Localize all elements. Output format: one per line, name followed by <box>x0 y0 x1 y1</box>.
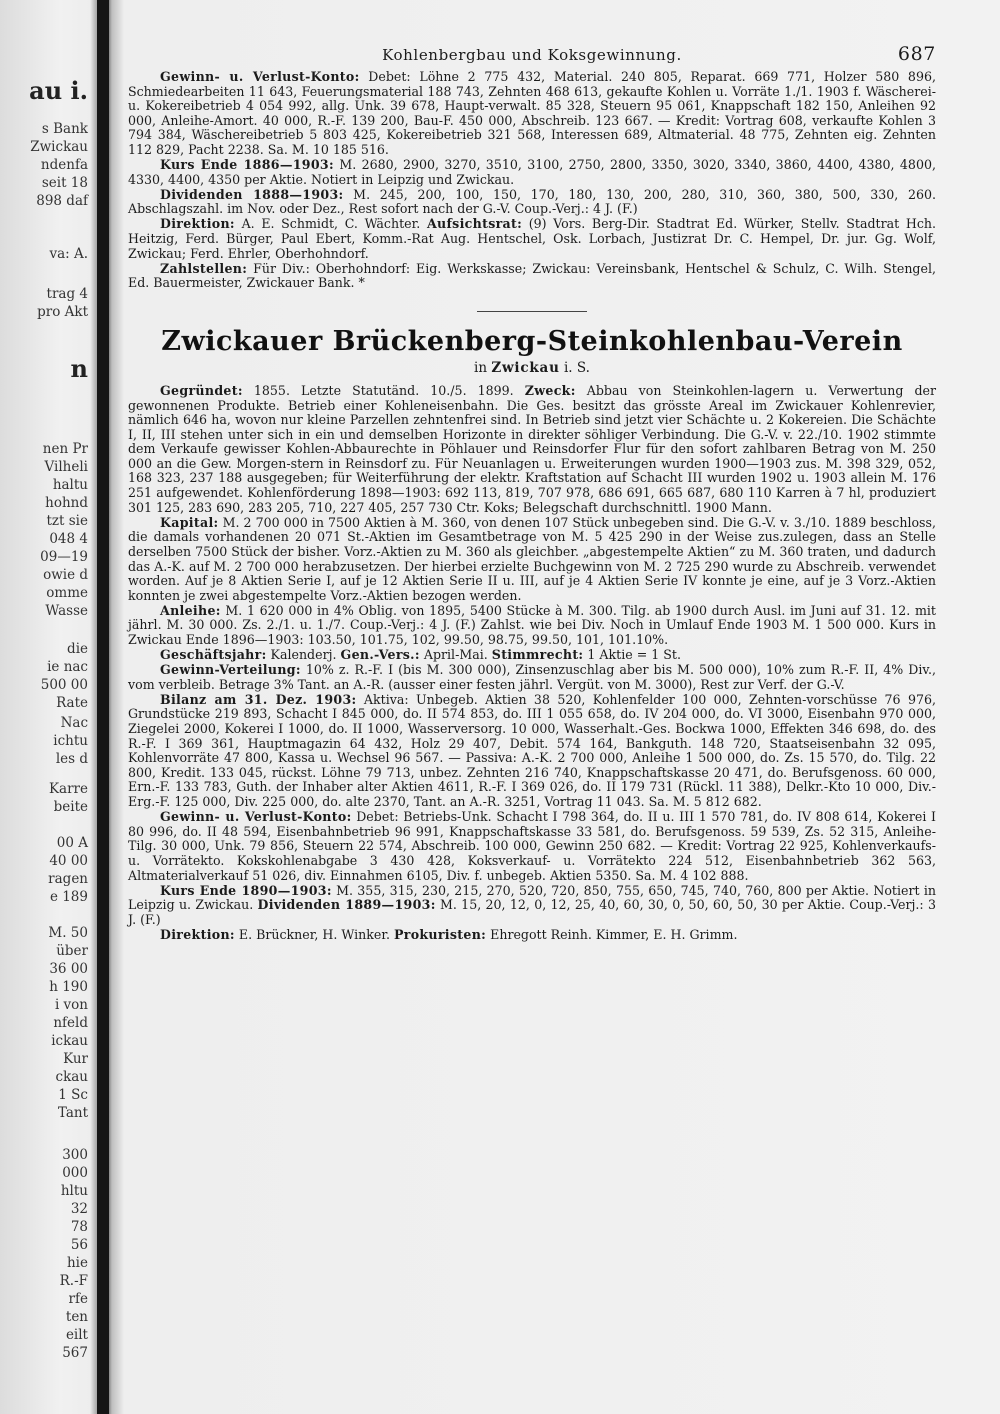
margin-fragment: nfeld <box>53 1015 88 1031</box>
margin-fragment: les d <box>55 751 88 767</box>
margin-fragment: 00 A <box>56 835 88 851</box>
margin-fragment: 78 <box>70 1219 88 1235</box>
margin-fragment: beite <box>53 799 88 815</box>
margin-fragment: ickau <box>51 1033 88 1049</box>
margin-fragment: tzt sie <box>46 513 88 529</box>
margin-fragment: hie <box>66 1255 88 1271</box>
margin-fragment: 40 00 <box>49 853 88 869</box>
margin-fragment: 300 <box>62 1147 88 1163</box>
paragraph-gegruendet: Gegründet: 1855. Letzte Statutänd. 10./5. 1899. Zweck: Abbau von Steinkohlen-lagern u. Verwertung der gewonnenen Produkte. Betrieb einer Kohleneisenbahn. Die Ges. besitzt das grösste Areal im Zwickauer Kohlenrevier, nämlich 646 ha, wovon nur kleine Parzellen zehntenfrei sind. In Betrieb sind jetzt vier Schächte u. 2 Kokereien. Die Schächte I, II, III stehen unter sich in ein und demselben Horizonte in direkter söhliger Verbindung. Die G.-V. v. 22./10. 1902 stimmte dem Verkaufe gewisser Kohlen-Abbaurechte in Pöhlauer und Reinsdorfer Flur für den sofort zahlbaren Betrag von M. 250 000 an die Gew. Morgen-stern in Reinsdorf zu. Für Neuanlagen u. Erweiterungen wurden 1900—1903 zus. M. 398 329, 052, 168 323, 237 188 ausgegeben; für Weiterführung der elektr. Kraftstation auf Schacht III wurden 1902 u. 1903 allein M. 176 251 aufgewendet. Kohlenförderung 1898—1903: 692 113, 819, 707 978, 686 691, 665 687, 680 110 Karren à 7 hl, produziert 301 125, 283 690, 283 205, 710, 227 405, 257 730 Ctr. Koks; Belegschaft durchschnittl. 1900 Mann. <box>128 382 936 515</box>
margin-fragment: 56 <box>70 1237 88 1253</box>
previous-company-tail <box>128 70 936 291</box>
margin-fragment: Vilheli <box>44 459 88 475</box>
previous-page-fragment <box>0 0 94 1414</box>
margin-fragment: R.-F <box>59 1273 88 1289</box>
margin-fragment: 1 Sc <box>58 1087 88 1103</box>
margin-fragment: 000 <box>62 1165 88 1181</box>
margin-fragment: eilt <box>65 1327 88 1343</box>
paragraph-dividenden: Dividenden 1888—1903: M. 245, 200, 100, 150, 170, 180, 130, 200, 280, 310, 360, 380, 500, 330, 260. Abschlagszahl. im Nov. oder Dez., Rest sofort nach der G.-V. Coup.-Verj.: 4 J. (F.) <box>128 186 936 217</box>
paragraph-kapital: Kapital: M. 2 700 000 in 7500 Aktien à M. 360, von denen 107 Stück unbegeben sind. Die G.-V. v. 3./10. 1889 beschloss, die damals vorhandenen 20 071 St.-Aktien im Gesamtbetrage von M. 5 425 290 in der Weise zus.zulegen, dass an Stelle derselben 7500 Stück der bisher. Vorz.-Aktien zu M. 360 als gleichber. „abgestempelte Aktien“ zu M. 360 traten, und dadurch das A.-K. auf M. 2 700 000 herabzusetzen. Der hierbei erzielte Buchgewinn von M. 2 725 290 wurde zu Abschreib. verwendet worden. Auf je 8 Aktien Serie I, auf je 12 Aktien Serie II u. III, auf je 4 Aktien Serie IV konnte je eine, auf je 3 Vorz.-Aktien konnten je zwei abgestempelte Vorz.-Aktien bezogen werden. <box>128 514 936 603</box>
margin-fragment: die <box>67 641 88 657</box>
margin-fragment: h 190 <box>49 979 88 995</box>
margin-fragment: trag 4 <box>46 286 88 302</box>
margin-fragment: Kur <box>63 1051 88 1067</box>
page-number: 687 <box>897 43 936 65</box>
page-main-column <box>128 40 936 943</box>
paragraph-gv-konto-2: Gewinn- u. Verlust-Konto: Debet: Betriebs-Unk. Schacht I 798 364, do. II u. III 1 570 781, do. IV 808 614, Kokerei I 80 996, do. II 48 594, Eisenbahnbetrieb 96 991, Knappschaftskasse 33 581, do. Berufsgenoss. 59 539, Zs. 52 315, Anleihe-Tilg. 30 000, Unk. 79 856, Steuern 22 574, Abschreib. 100 000, Gewinn 250 682. — Kredit: Vortrag 22 925, Kohlenverkaufs- u. Vorrätekto. Kokskohlenabgabe 3 430 428, Koksverkauf- u. Vorrätekto 224 512, Eisenbahnbetrieb 362 563, Altmaterialverkauf 51 026, div. Einnahmen 6105, Div. f. unbegeb. Aktien 5350. Sa. M. 4 102 888. <box>128 809 936 883</box>
margin-fragment: hltu <box>60 1183 88 1199</box>
paragraph-gewinn-verteilung: Gewinn-Verteilung: 10% z. R.-F. I (bis M. 300 000), Zinsenzuschlag aber bis M. 500 000), 10% zum R.-F. II, 4% Div., vom verbleib. Betrage 3% Tant. an A.-R. (ausser einer festen jährl. Vergüt. von M. 3000), Rest zur Verf. der G.-V. <box>128 662 936 692</box>
margin-fragment: 36 00 <box>49 961 88 977</box>
margin-fragment: ndenfa <box>40 157 88 173</box>
margin-fragment: M. 50 <box>48 925 88 941</box>
margin-fragment: s Bank <box>41 121 88 137</box>
margin-fragment: va: A. <box>49 246 88 262</box>
margin-fragment: rfe <box>68 1291 88 1307</box>
margin-fragment: ie nac <box>47 659 88 675</box>
margin-fragment: Rate <box>56 695 88 711</box>
margin-fragment: 09—19 <box>40 549 88 565</box>
paragraph-zahlstellen: Zahlstellen: Für Div.: Oberhohndorf: Eig. Werkskasse; Zwickau: Vereinsbank, Hentschel & Schulz, C. Wilh. Stengel, Ed. Bauermeister, Zwickauer Bank. * <box>128 260 936 291</box>
paragraph-kurs: Kurs Ende 1886—1903: M. 2680, 2900, 3270, 3510, 3100, 2750, 2800, 3350, 3020, 3340, 3860, 4400, 4380, 4800, 4330, 4400, 4350 per Aktie. Notiert in Leipzig und Zwickau. <box>128 157 936 187</box>
margin-fragment: Nac <box>60 715 88 731</box>
margin-fragment: Zwickau <box>30 139 88 155</box>
margin-fragment: ten <box>65 1309 88 1325</box>
paragraph-gv-konto: Gewinn- u. Verlust-Konto: Debet: Löhne 2 775 432, Material. 240 805, Reparat. 669 771, Holzer 580 896, Schmiedearbeiten 11 643, Feuerungsmaterial 188 743, Zehnten 468 613, gekaufte Kohlen u. Vorräte 1./1. 1903 f. Wäscherei- u. Kokereibetrieb 4 054 992, allg. Unk. 39 678, Haupt-verwalt. 85 328, Steuern 95 061, Knappschaft 182 150, Anleihen 92 000, Anleihe-Amort. 40 000, R.-F. 139 200, Bau-F. 450 000, Abschreib. 123 667. — Kredit: Vortrag 608, verkaufte Kohlen 3 794 384, Wäschereibetrieb 5 803 425, Kokereibetrieb 321 568, Interessen 689, Altmaterial. 48 775, Zehnten eig. Zehnten 112 829, Pacht 2238. Sa. M. 10 185 516. <box>128 69 936 157</box>
margin-fragment: owie d <box>43 567 88 583</box>
margin-fragment: i von <box>54 997 88 1013</box>
margin-fragment: 32 <box>70 1201 88 1217</box>
margin-fragment: 567 <box>62 1345 88 1361</box>
paragraph-direktion-2: Direktion: E. Brückner, H. Winker. Prokuristen: Ehregott Reinh. Kimmer, E. H. Grimm. <box>160 926 738 942</box>
margin-fragment: pro Akt <box>37 304 88 320</box>
margin-fragment: hohnd <box>45 495 88 511</box>
margin-fragment: ichtu <box>53 733 88 749</box>
company-title: Zwickauer Brückenberg-Steinkohlenbau-Verein <box>161 325 903 357</box>
margin-fragment: 500 00 <box>40 677 88 693</box>
margin-fragment: Wasse <box>45 603 88 619</box>
paragraph-anleihe: Anleihe: M. 1 620 000 in 4% Oblig. von 1895, 5400 Stücke à M. 300. Tilg. ab 1900 durch Ausl. im Juni auf 31. 12. mit jährl. M. 30 000. Zs. 2./1. u. 1./7. Coup.-Verj.: 4 J. (F.) Zahlst. wie bei Div. Noch in Umlauf Ende 1903 M. 1 500 000. Kurs in Zwickau Ende 1896—1903: 103.50, 101.75, 102, 99.50, 98.75, 99.50, 101, 101.10%. <box>128 602 936 647</box>
paragraph-geschaeftsjahr: Geschäftsjahr: Kalenderj. Gen.-Vers.: April-Mai. Stimmrecht: 1 Aktie = 1 St. <box>160 647 681 663</box>
company-location: in Zwickau i. S. <box>474 359 590 376</box>
section-divider <box>477 311 587 312</box>
margin-fragment: haltu <box>52 477 88 493</box>
margin-fragment: Tant <box>57 1105 88 1121</box>
book-gutter <box>97 0 109 1414</box>
margin-fragment: 898 daf <box>36 193 88 209</box>
margin-fragment: ragen <box>48 871 88 887</box>
company-entry <box>128 384 936 943</box>
margin-fragment: Karre <box>48 781 88 797</box>
margin-fragment: nen Pr <box>42 441 88 457</box>
margin-fragment: au i. <box>29 76 88 105</box>
margin-fragment: über <box>56 943 88 959</box>
margin-fragment: omme <box>46 585 88 601</box>
running-header <box>128 40 936 70</box>
paragraph-bilanz: Bilanz am 31. Dez. 1903: Aktiva: Unbegeb. Aktien 38 520, Kohlenfelder 100 000, Zehnten-vorschüsse 76 976, Grundstücke 219 893, Schacht I 845 000, do. II 574 853, do. III 1 055 658, do. IV 204 000, do. VI 3000, Eisenbahn 970 000, Ziegelei 2000, Kokerei I 1000, do. II 1000, Wasserversorg. 10 000, Wasserhalt.-Ges. Bockwa 1000, Effekten 346 698, do. des R.-F. I 369 361, Hauptmagazin 64 432, Holz 29 407, Debit. 574 164, Bankguth. 148 720, Staatseisenbahn 32 095, Kohlenvorräte 47 800, Kassa u. Wechsel 96 567. — Passiva: A.-K. 2 700 000, Anleihe 1 500 000, do. Zs. 15 570, do. Tilg. 22 800, Kredit. 133 045, rückst. Löhne 79 713, unbez. Zehnten 216 740, Knappschaftskasse 20 471, do. Berufsgenoss. 60 000, Ern.-F. 133 783, Guth. der Inhaber alter Aktien 4611, R.-F. I 369 026, do. II 179 731 (Rückl. 11 388), Delkr.-Kto 10 000, Div.-Erg.-F. 125 000, Div. 225 000, do. alte 2370, Tant. an A.-R. 3251, Vortrag 11 043. Sa. M. 5 812 682. <box>128 691 936 810</box>
paragraph-direktion: Direktion: A. E. Schmidt, C. Wächter. Aufsichtsrat: (9) Vors. Berg-Dir. Stadtrat Ed. Würker, Stellv. Stadtrat Hch. Heitzig, Ferd. Bürger, Paul Ebert, Komm.-Rat Aug. Hentschel, Osk. Lorbach, Justizrat Dr. C. Hempel, Dr. jur. Gg. Wolf, Zwickau; Ferd. Ehrler, Oberhohndorf. <box>128 216 937 261</box>
margin-fragment: seit 18 <box>41 175 88 191</box>
margin-fragment: e 189 <box>49 889 88 905</box>
margin-fragment: 048 4 <box>49 531 88 547</box>
running-title: Kohlenbergbau und Koksgewinnung. <box>382 46 682 64</box>
margin-fragment: n <box>70 354 88 383</box>
paragraph-kurs-dividenden: Kurs Ende 1890—1903: M. 355, 315, 230, 215, 270, 520, 720, 850, 755, 650, 745, 740, 760, 800 per Aktie. Notiert in Leipzig u. Zwickau. Dividenden 1889—1903: M. 15, 20, 12, 0, 12, 25, 40, 60, 30, 0, 50, 60, 50, 30 per Aktie. Coup.-Verj.: 3 J. (F.) <box>128 882 936 927</box>
margin-fragment: ckau <box>55 1069 88 1085</box>
